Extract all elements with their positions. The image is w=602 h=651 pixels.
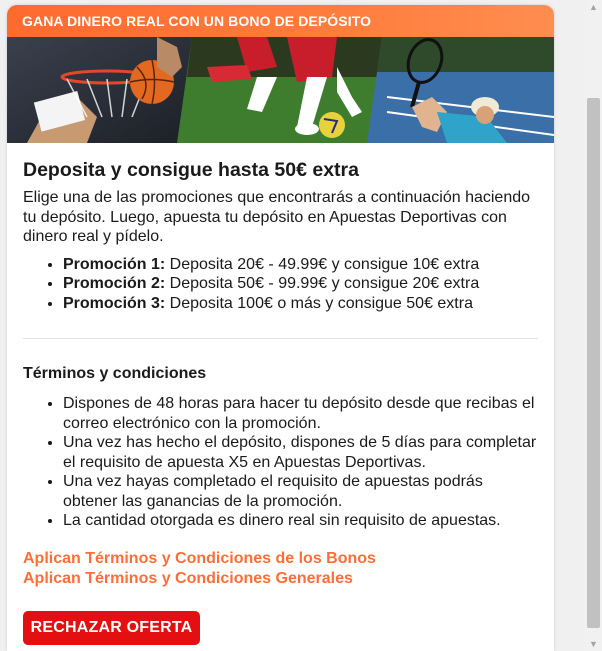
basketball-image (7, 37, 197, 143)
offer-intro: Elige una de las promociones que encontrarás a continuación haciendo tu depósito. Luego, apuesta tu depósito en Apuestas Deportivas con dinero real y pídelo. (23, 189, 531, 245)
bonus-offer-modal (7, 5, 554, 651)
scrollbar-thumb[interactable] (587, 98, 600, 628)
promo-text: Deposita 100€ o más y consigue 50€ extra (165, 294, 473, 312)
reject-offer-button[interactable]: RECHAZAR OFERTA (23, 611, 200, 645)
general-terms-link[interactable]: Aplican Términos y Condiciones Generales (23, 569, 353, 587)
sports-banner-image (7, 37, 554, 143)
promo-item (63, 274, 538, 294)
modal-header-title: GANA DINERO REAL CON UN BONO DE DEPÓSITO (22, 13, 372, 29)
promo-label: Promoción 2: (63, 275, 166, 292)
terms-item: • Una vez has hecho el depósito, dispones de 5 días para completar el requisito de apuesta X5 en Apuestas Deportivas. (63, 433, 538, 472)
promo-text: Deposita 50€ - 99.99€ y consigue 20€ extra (165, 275, 480, 292)
terms-links (23, 549, 538, 589)
sports-banner (7, 37, 554, 143)
scroll-down-arrow-icon[interactable]: ▼ (589, 639, 598, 649)
promo-label: Promoción 1: (63, 255, 166, 273)
promo-item (63, 255, 538, 275)
terms-title: Términos y condiciones (23, 365, 207, 382)
promo-list (23, 255, 538, 314)
bonus-terms-link[interactable]: Aplican Términos y Condiciones de los Bonos (23, 549, 376, 567)
terms-item: • Una vez hayas completado el requisito de apuestas podrás obtener las ganancias de la promoción. (63, 472, 538, 511)
modal-content (7, 143, 554, 589)
promo-item (63, 294, 538, 314)
promo-text: Deposita 20€ - 49.99€ y consigue 10€ extra (165, 255, 480, 273)
promo-label: Promoción 3: (63, 294, 166, 312)
soccer-image (177, 37, 387, 143)
terms-list (23, 394, 538, 531)
scroll-up-arrow-icon[interactable]: ▲ (589, 2, 598, 12)
offer-title: Deposita y consigue hasta 50€ extra (23, 159, 359, 181)
modal-header (7, 5, 554, 37)
terms-item: • La cantidad otorgada es dinero real sin requisito de apuestas. (63, 511, 538, 531)
tennis-image (367, 37, 554, 143)
scrollbar[interactable] (585, 0, 602, 651)
terms-item: • Dispones de 48 horas para hacer tu depósito desde que recibas el correo electrónico con la promoción. (63, 394, 538, 433)
section-divider (23, 338, 538, 339)
